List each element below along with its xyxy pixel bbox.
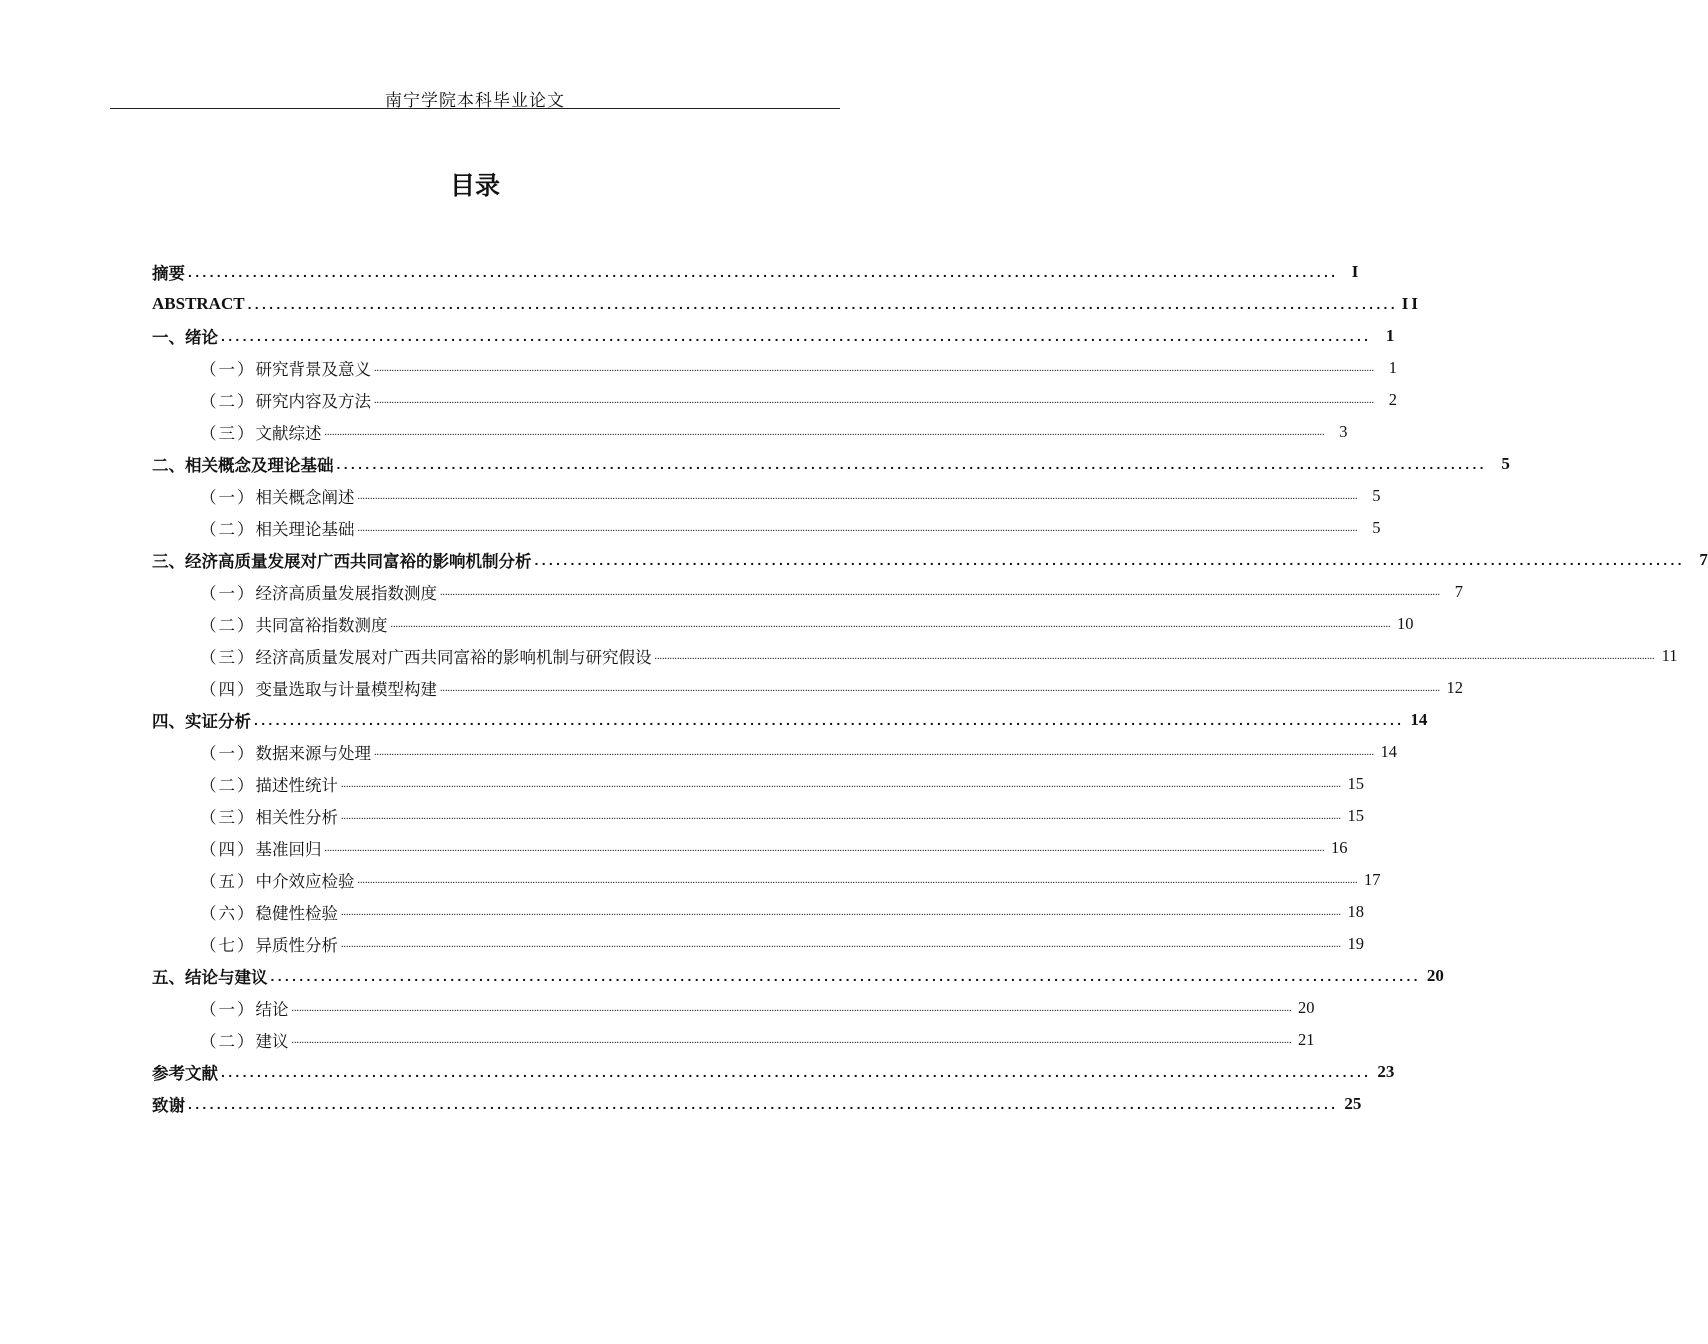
toc-entry-number: （三） <box>200 648 256 667</box>
dot-leader: ................................................................................................................................................................ <box>188 264 1339 280</box>
toc-entry-page-number: 5 <box>1372 486 1381 505</box>
toc-entry-chapter[interactable] <box>152 704 1428 736</box>
toc-entry-section[interactable] <box>152 576 1463 608</box>
toc-entry-number: （二） <box>200 1032 256 1051</box>
toc-entry-chapter[interactable] <box>152 320 1395 352</box>
toc-entry-page-number: 15 <box>1347 774 1364 793</box>
toc-entry-label: 结论 <box>255 1000 289 1019</box>
toc-entry-number: （一） <box>200 1000 256 1019</box>
toc-entry-label: 共同富裕指数测度 <box>255 616 388 635</box>
toc-entry-number: （五） <box>200 872 256 891</box>
dot-leader: ................................................................................................................................................................ <box>188 1096 1339 1112</box>
toc-entry-section[interactable] <box>152 864 1381 896</box>
toc-entry-section[interactable] <box>152 928 1364 960</box>
toc-entry-page-number: 19 <box>1347 934 1364 953</box>
dot-leader: ................................................................................................................................................................................................................................................................................................................................................................................................................ <box>374 394 1374 406</box>
toc-entry-number: （六） <box>200 904 256 923</box>
toc-entry-number: （二） <box>200 776 256 795</box>
dot-leader: ................................................................................................................................................................................................................................................................................................................................................................................................................ <box>324 842 1325 854</box>
toc-entry-page-number: 15 <box>1347 806 1364 825</box>
toc-entry-number: 一、 <box>152 328 185 347</box>
toc-entry-label: 异质性分析 <box>255 936 338 955</box>
toc-entry-number: （四） <box>200 840 256 859</box>
toc-entry-label: 经济高质量发展对广西共同富裕的影响机制与研究假设 <box>255 648 652 667</box>
toc-entry-page-number: 21 <box>1298 1030 1315 1049</box>
toc-entry-number: 三、 <box>152 552 185 571</box>
dot-leader: ................................................................................................................................................................................................................................................................................................................................................................................................................ <box>291 1034 1292 1046</box>
toc-entry-page-number: II <box>1401 294 1421 313</box>
toc-entry-page-number: 7 <box>1699 550 1708 569</box>
toc-entry-page-number: 14 <box>1380 742 1397 761</box>
toc-entry-number: （一） <box>200 744 256 763</box>
toc-entry-label: 数据来源与处理 <box>255 744 371 763</box>
toc-entry-number: （四） <box>200 680 256 699</box>
toc-entry-label: 文献综述 <box>255 424 322 443</box>
toc-entry-label: 致谢 <box>152 1096 185 1115</box>
toc-entry-chapter[interactable] <box>152 960 1444 992</box>
toc-entry-label: 变量选取与计量模型构建 <box>255 680 437 699</box>
page-title: 目录 <box>449 171 500 200</box>
toc-entry-label: 研究背景及意义 <box>255 360 371 379</box>
toc-entry-section[interactable] <box>152 480 1381 512</box>
dot-leader: ................................................................................................................................................................................................................................................................................................................................................................................................................ <box>440 682 1440 694</box>
toc-entry-section[interactable] <box>152 896 1364 928</box>
dot-leader: ................................................................................................................................................................................................................................................................................................................................................................................................................ <box>357 490 1358 502</box>
toc-entry-label: 研究内容及方法 <box>255 392 371 411</box>
toc-entry-chapter[interactable] <box>152 1056 1395 1088</box>
toc-entry-label: ABSTRACT <box>152 294 245 313</box>
toc-entry-page-number: 3 <box>1339 422 1348 441</box>
dot-leader: ................................................................................................................................................................................................................................................................................................................................................................................................................ <box>374 362 1374 374</box>
toc-entry-section[interactable] <box>152 736 1397 768</box>
toc-entry-section[interactable] <box>152 1024 1315 1056</box>
toc-entry-label: 中介效应检验 <box>255 872 355 891</box>
toc-entry-label: 经济高质量发展对广西共同富裕的影响机制分析 <box>185 552 532 571</box>
toc-entry-label: 描述性统计 <box>255 776 338 795</box>
toc-entry-number: 四、 <box>152 712 185 731</box>
toc-entry-label: 经济高质量发展指数测度 <box>255 584 437 603</box>
dot-leader: ................................................................................................................................................................................................................................................................................................................................................................................................................ <box>291 1002 1292 1014</box>
dot-leader: ................................................................................................................................................................................................................................................................................................................................................................................................................ <box>341 906 1341 918</box>
toc-entry-label: 摘要 <box>152 264 185 283</box>
dot-leader: ................................................................................................................................................................ <box>254 712 1405 728</box>
toc-entry-number: （一） <box>200 360 256 379</box>
toc-entry-label: 稳健性检验 <box>255 904 338 923</box>
toc-entry-section[interactable] <box>152 672 1463 704</box>
toc-entry-label: 相关理论基础 <box>255 520 355 539</box>
dot-leader: ................................................................................................................................................................ <box>221 1064 1372 1080</box>
toc-entry-label: 基准回归 <box>255 840 322 859</box>
header-rule <box>110 108 840 109</box>
toc-entry-label: 相关概念及理论基础 <box>185 456 334 475</box>
toc-entry-label: 结论与建议 <box>185 968 268 987</box>
toc-entry-page-number: 5 <box>1501 454 1510 473</box>
toc-entry-chapter[interactable] <box>152 448 1510 480</box>
toc-entry-page-number: 17 <box>1364 870 1381 889</box>
toc-entry-page-number: 20 <box>1298 998 1315 1017</box>
running-header: 南宁学院本科毕业论文 <box>385 91 565 111</box>
toc-entry-number: 五、 <box>152 968 185 987</box>
toc-entry-number: （二） <box>200 616 256 635</box>
dot-leader: ................................................................................................................................................................................................................................................................................................................................................................................................................ <box>390 618 1391 630</box>
dot-leader: ................................................................................................................................................................................................................................................................................................................................................................................................................ <box>654 650 1655 662</box>
toc-entry-page-number: 25 <box>1344 1094 1362 1113</box>
toc-entry-section[interactable] <box>152 352 1397 384</box>
toc-entry-section[interactable] <box>152 992 1315 1024</box>
table-of-contents <box>152 256 1708 1120</box>
toc-entry-page-number: 18 <box>1347 902 1364 921</box>
dot-leader: ................................................................................................................................................................................................................................................................................................................................................................................................................ <box>440 586 1440 598</box>
toc-entry-page-number: 23 <box>1377 1062 1395 1081</box>
toc-entry-page-number: 14 <box>1410 710 1428 729</box>
toc-entry-number: 二、 <box>152 456 185 475</box>
toc-entry-chapter[interactable] <box>152 288 1421 320</box>
toc-entry-section[interactable] <box>152 512 1381 544</box>
toc-entry-page-number: I <box>1351 262 1362 281</box>
dot-leader: ................................................................................................................................................................................................................................................................................................................................................................................................................ <box>357 522 1358 534</box>
toc-entry-page-number: 12 <box>1446 678 1463 697</box>
dot-leader: ................................................................................................................................................................................................................................................................................................................................................................................................................ <box>357 874 1358 886</box>
toc-entry-label: 绪论 <box>185 328 218 347</box>
toc-entry-section[interactable] <box>152 768 1364 800</box>
toc-entry-number: （二） <box>200 392 256 411</box>
toc-entry-number: （七） <box>200 936 256 955</box>
dot-leader: ................................................................................................................................................................ <box>247 296 1398 312</box>
toc-entry-page-number: 1 <box>1385 326 1395 345</box>
toc-entry-chapter[interactable] <box>152 1088 1362 1120</box>
toc-entry-number: （三） <box>200 424 256 443</box>
toc-entry-section[interactable] <box>152 800 1364 832</box>
toc-entry-page-number: 10 <box>1397 614 1414 633</box>
dot-leader: ................................................................................................................................................................ <box>534 552 1685 568</box>
toc-entry-page-number: 2 <box>1388 390 1397 409</box>
toc-entry-page-number: 7 <box>1454 582 1463 601</box>
toc-entry-label: 参考文献 <box>152 1064 218 1083</box>
dot-leader: ................................................................................................................................................................................................................................................................................................................................................................................................................ <box>324 426 1325 438</box>
toc-entry-page-number: 11 <box>1661 646 1678 665</box>
toc-entry-page-number: 16 <box>1331 838 1348 857</box>
dot-leader: ................................................................................................................................................................................................................................................................................................................................................................................................................ <box>341 778 1341 790</box>
toc-entry-number: （三） <box>200 808 256 827</box>
dot-leader: ................................................................................................................................................................ <box>270 968 1421 984</box>
toc-entry-chapter[interactable] <box>152 544 1708 576</box>
toc-entry-page-number: 20 <box>1426 966 1444 985</box>
toc-entry-section[interactable] <box>152 416 1348 448</box>
toc-entry-number: （一） <box>200 584 256 603</box>
dot-leader: ................................................................................................................................................................ <box>336 456 1487 472</box>
toc-entry-label: 建议 <box>255 1032 289 1051</box>
toc-entry-section[interactable] <box>152 384 1397 416</box>
dot-leader: ................................................................................................................................................................................................................................................................................................................................................................................................................ <box>341 938 1341 950</box>
toc-entry-number: （二） <box>200 520 256 539</box>
toc-entry-label: 相关性分析 <box>255 808 338 827</box>
toc-entry-section[interactable] <box>152 608 1414 640</box>
dot-leader: ................................................................................................................................................................ <box>221 328 1372 344</box>
toc-entry-page-number: 5 <box>1372 518 1381 537</box>
toc-entry-section[interactable] <box>152 832 1348 864</box>
toc-entry-number: （一） <box>200 488 256 507</box>
dot-leader: ................................................................................................................................................................................................................................................................................................................................................................................................................ <box>341 810 1341 822</box>
toc-entry-section[interactable] <box>152 640 1678 672</box>
toc-entry-label: 实证分析 <box>185 712 251 731</box>
toc-entry-page-number: 1 <box>1388 358 1397 377</box>
toc-entry-chapter[interactable] <box>152 256 1362 288</box>
toc-entry-label: 相关概念阐述 <box>255 488 355 507</box>
dot-leader: ................................................................................................................................................................................................................................................................................................................................................................................................................ <box>374 746 1374 758</box>
